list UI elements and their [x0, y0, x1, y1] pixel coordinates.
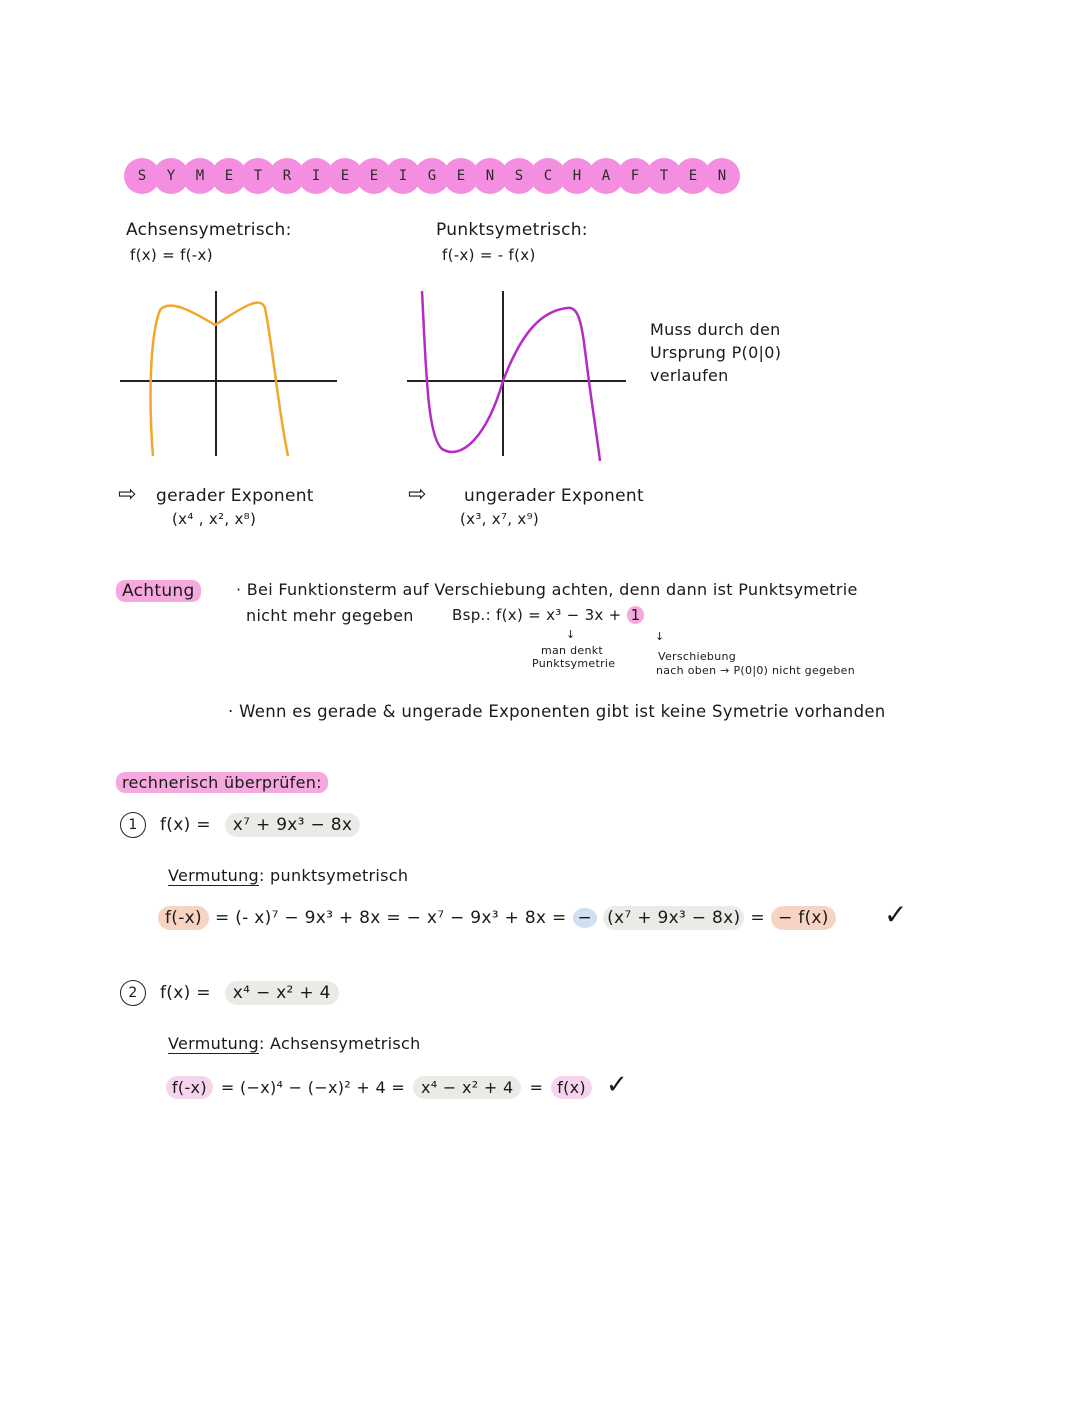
point-result: ungerader Exponent: [464, 486, 644, 506]
title-letter: S: [501, 158, 537, 194]
calc-minus: −: [573, 908, 598, 928]
guess-value: : punktsymetrisch: [258, 866, 409, 885]
guess-label: Vermutung: [168, 1034, 259, 1053]
check-heading: rechnerisch überprüfen:: [116, 772, 328, 793]
calc-lhs: f(-x): [158, 906, 209, 930]
guess-label: Vermutung: [168, 866, 259, 885]
title-letter: I: [298, 158, 334, 194]
title-letter: S: [124, 158, 160, 194]
annot-right-2: nach oben → P(0|0) nicht gegeben: [656, 664, 855, 677]
calc-eq: =: [529, 1078, 544, 1097]
annot-left-arrow-icon: ↓: [566, 628, 576, 641]
attention-label: Achtung: [116, 580, 201, 602]
step-number-2: 2: [120, 980, 146, 1006]
axial-result: gerader Exponent: [156, 486, 314, 506]
title-letter: C: [530, 158, 566, 194]
point-heading: Punktsymetrisch:: [436, 220, 588, 240]
origin-note: [650, 318, 781, 387]
example-1: [120, 812, 360, 838]
origin-note-line: verlaufen: [650, 366, 729, 385]
axial-examples: (x⁴ , x², x⁸): [172, 510, 257, 528]
attention-bullet-2: · Wenn es gerade & ungerade Exponenten gibt ist keine Symetrie vorhanden: [228, 702, 886, 721]
title-letter: T: [240, 158, 276, 194]
attention-bullet-1: · Bei Funktionsterm auf Verschiebung achten, denn dann ist Punktsymetrie: [236, 580, 858, 599]
point-graph: [402, 286, 637, 471]
check-mark-icon: ✓: [606, 1070, 628, 1100]
calc-lhs: f(-x): [166, 1076, 213, 1099]
annot-right-arrow-icon: ↓: [655, 630, 665, 643]
attention-bullet-1-cont: nicht mehr gegeben: [246, 606, 414, 625]
calc-rhs: − f(x): [771, 906, 836, 930]
title-letter: I: [385, 158, 421, 194]
axial-arrow-icon: ⇨: [118, 482, 137, 507]
annot-left: man denkt Punktsymetrie: [532, 644, 616, 670]
title-letter: Y: [153, 158, 189, 194]
calc-term: x⁴ − x² + 4: [413, 1076, 521, 1099]
step-number-1: 1: [120, 812, 146, 838]
title-letter: N: [704, 158, 740, 194]
title-letter: A: [588, 158, 624, 194]
example-formula: f(x) = x³ − 3x +: [496, 606, 622, 624]
ex1-label: f(x) =: [160, 815, 211, 835]
calc-mid: = (- x)⁷ − 9x³ + 8x = − x⁷ − 9x³ + 8x =: [214, 908, 567, 928]
even-curve: [151, 303, 288, 456]
calc-rhs: f(x): [551, 1076, 592, 1099]
ex1-guess: [168, 866, 408, 885]
title-letter: M: [182, 158, 218, 194]
odd-curve: [422, 291, 600, 461]
annot-right-1: Verschiebung: [658, 650, 737, 663]
origin-note-line: Ursprung P(0|0): [650, 343, 782, 362]
origin-note-line: Muss durch den: [650, 320, 781, 339]
calc-paren: (x⁷ + 9x³ − 8x): [603, 906, 744, 930]
ex1-term: x⁷ + 9x³ − 8x: [225, 813, 360, 837]
title-letter: N: [472, 158, 508, 194]
title-letter: E: [327, 158, 363, 194]
title-letter: E: [443, 158, 479, 194]
ex2-guess: [168, 1034, 421, 1053]
title-letter: F: [617, 158, 653, 194]
ex1-calc: [158, 906, 836, 930]
axial-formula: f(x) = f(-x): [130, 246, 213, 264]
title-letter: R: [269, 158, 305, 194]
guess-value: : Achsensymetrisch: [258, 1034, 421, 1053]
calc-eq: =: [750, 908, 765, 928]
point-examples: (x³, x⁷, x⁹): [460, 510, 540, 528]
ex2-term: x⁴ − x² + 4: [225, 981, 339, 1005]
check-mark-icon: ✓: [884, 898, 908, 931]
title-letter: G: [414, 158, 450, 194]
example-2: [120, 980, 339, 1006]
title-letter: E: [675, 158, 711, 194]
title-letter: E: [211, 158, 247, 194]
ex2-label: f(x) =: [160, 983, 211, 1003]
title-letter: H: [559, 158, 595, 194]
ex2-calc: [166, 1076, 592, 1099]
point-arrow-icon: ⇨: [408, 482, 427, 507]
title-letter: T: [646, 158, 682, 194]
calc-mid: = (−x)⁴ − (−x)² + 4 =: [220, 1078, 406, 1097]
axial-heading: Achsensymetrisch:: [126, 220, 292, 240]
axial-graph: [115, 288, 345, 468]
title-letter: E: [356, 158, 392, 194]
example-shift: 1: [627, 606, 645, 624]
point-formula: f(-x) = - f(x): [442, 246, 536, 264]
attention-example: [452, 606, 644, 624]
example-prefix: Bsp.:: [452, 606, 491, 624]
